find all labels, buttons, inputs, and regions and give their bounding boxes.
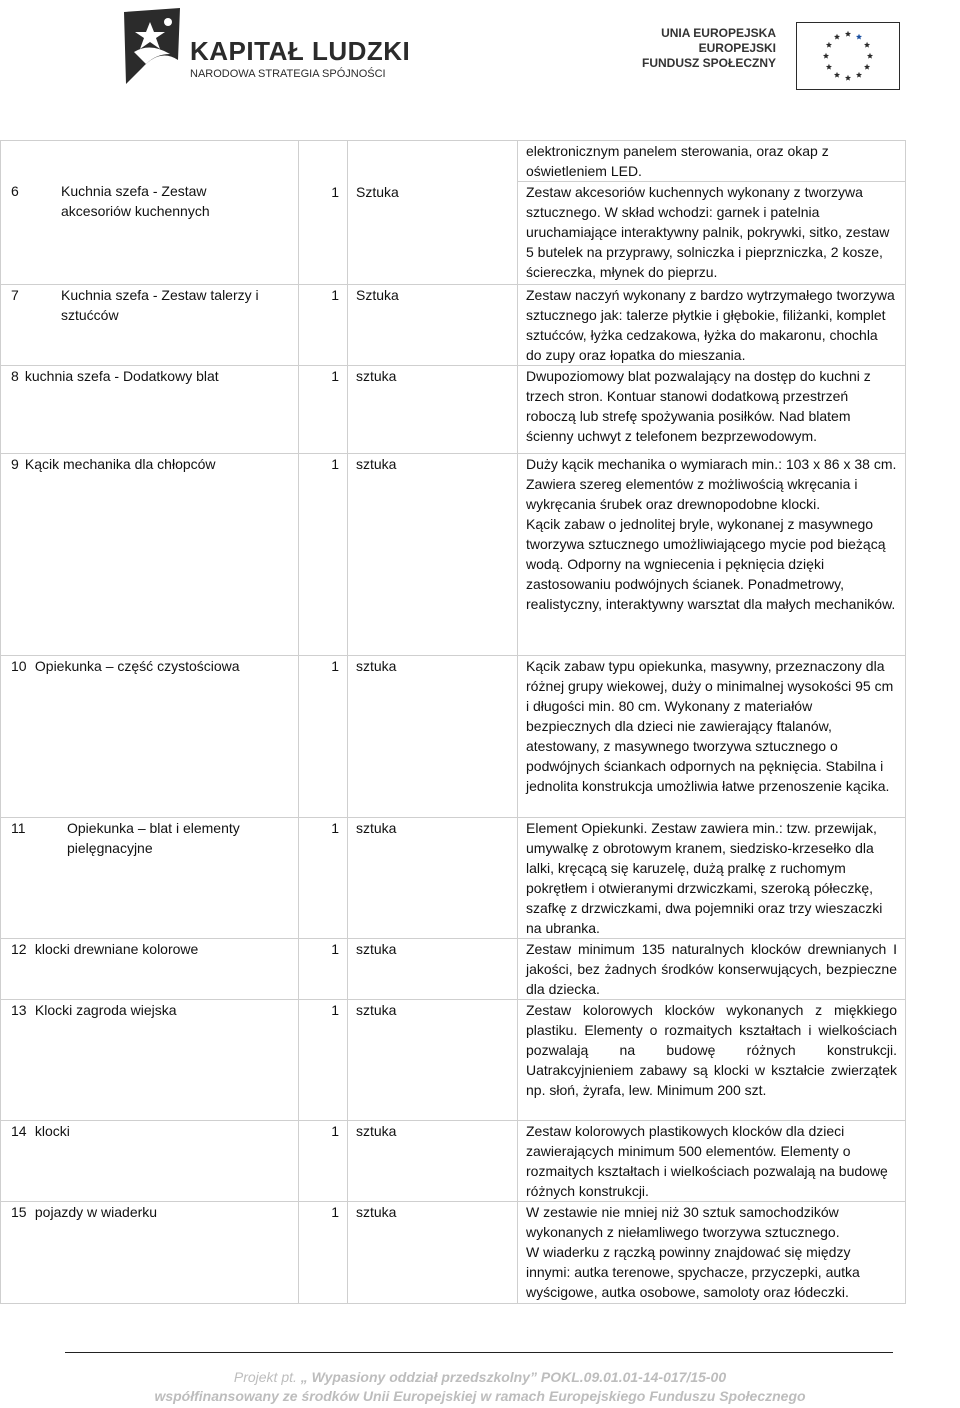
item-qty: 1 bbox=[299, 182, 348, 285]
item-unit: Sztuka bbox=[348, 182, 518, 285]
item-name-cell bbox=[1, 818, 299, 939]
item-name-cell bbox=[1, 1121, 299, 1202]
item-name-cell bbox=[1, 454, 299, 656]
table-row bbox=[1, 1121, 906, 1202]
item-unit: sztuka bbox=[348, 818, 518, 939]
item-name: pojazdy w wiaderku bbox=[34, 1204, 158, 1220]
item-description: Duży kącik mechanika o wymiarach min.: 103 x 86 x 38 cm. Zawiera szereg elementów z możliwością wkręcania i wykręcania śrubek oraz drewnopodobne klocki. bbox=[526, 456, 897, 512]
item-unit: sztuka bbox=[348, 656, 518, 818]
item-unit: sztuka bbox=[348, 366, 518, 454]
footer-project-prefix: Projekt pt. bbox=[233, 1369, 297, 1385]
item-description: Zestaw kolorowych plastikowych klocków dla dzieci zawierających minimum 500 elementów. Elementy o rozmaitych kształtach i wielkościach pozwalają na budowę różnych konstrukcji. bbox=[518, 1121, 906, 1202]
item-unit: sztuka bbox=[348, 454, 518, 656]
item-number: 14 bbox=[11, 1123, 27, 1139]
item-unit: Sztuka bbox=[348, 285, 518, 366]
item-description: Zestaw naczyń wykonany z bardzo wytrzymałego tworzywa sztucznego jak: talerze płytkie i głębokie, filiżanki, komplet sztućców, łyżka cedzakowa, łyżka do makaronu, chochla do zupy oraz łopatka do mieszania. bbox=[518, 285, 906, 366]
item-description: Kącik zabaw o jednolitej bryle, wykonanej z masywnego tworzywa sztucznego umożliwiającego mycie pod bieżącą wodą. Odporny na wgniecenia i pęknięcia dzięki zastosowaniu podwójnych ścianek. Ponadmetrowy, realistyczny, interaktywny warsztat dla małych mechaników. bbox=[526, 516, 896, 612]
item-description: Zestaw kolorowych klocków wykonanych z miękkiego plastiku. Elementy o rozmaitych kształtach i wielkościach pozwalają na budowę różnych konstrukcji. Uatrakcyjnieniem zabawy są klocki w kształcie zwierzątek np. słoń, żyrafa, lew. Minimum 200 szt. bbox=[518, 1000, 906, 1121]
item-name: kuchnia szefa - Dodatkowy blat bbox=[24, 368, 219, 384]
item-description: W zestawie nie mniej niż 30 sztuk samochodzików wykonanych z niełamliwego tworzywa sztucznego. bbox=[526, 1204, 840, 1240]
item-qty: 1 bbox=[299, 1202, 348, 1304]
item-unit: sztuka bbox=[348, 1121, 518, 1202]
table-row bbox=[1, 656, 906, 818]
item-name-cell bbox=[1, 366, 299, 454]
item-number: 15 bbox=[11, 1204, 27, 1220]
footer-project-title: „ Wypasiony oddział przedszkolny” POKL.09.01.01-14-017/15-00 bbox=[300, 1369, 727, 1385]
items-table bbox=[0, 140, 906, 1304]
item-number: 6 bbox=[11, 183, 19, 199]
item-name: klocki drewniane kolorowe bbox=[34, 941, 199, 957]
item-qty: 1 bbox=[299, 1000, 348, 1121]
item-unit: sztuka bbox=[348, 1000, 518, 1121]
item-unit: sztuka bbox=[348, 1202, 518, 1304]
table-row bbox=[1, 818, 906, 939]
eu-flag-icon bbox=[796, 22, 900, 90]
item-number: 10 bbox=[11, 658, 27, 674]
item-description-cell bbox=[518, 454, 906, 656]
item-name-cell bbox=[1, 141, 299, 285]
item-qty: 1 bbox=[299, 656, 348, 818]
item-name: Klocki zagroda wiejska bbox=[34, 1002, 177, 1018]
table-row bbox=[1, 454, 906, 656]
item-number: 8 bbox=[11, 368, 19, 384]
page-header bbox=[0, 0, 960, 110]
table-row bbox=[1, 366, 906, 454]
item-description: Dwupoziomowy blat pozwalający na dostęp do kuchni z trzech stron. Kontuar stanowi dodatkową przestrzeń roboczą lub strefę spożywania posiłków. Nad blatem ścienny uchwyt z telefonem bezprzewodowym. bbox=[518, 366, 906, 454]
table-row bbox=[1, 285, 906, 366]
item-name-cell bbox=[1, 939, 299, 1000]
item-description: W wiaderku z rączką powinny znajdować się między innymi: autka terenowe, spychacze, przyczepki, autka wyścigowe, autka osobowe, samoloty oraz łódeczki. bbox=[526, 1244, 860, 1300]
table-row bbox=[1, 1000, 906, 1121]
item-name: Kuchnia szefa - Zestaw akcesoriów kuchennych bbox=[61, 183, 210, 219]
item-description: Zestaw akcesoriów kuchennych wykonany z tworzywa sztucznego. W skład wchodzi: garnek i patelnia uruchamiające interaktywny palnik, pokrywki, sitko, zestaw 5 butelek na przyprawy, solniczka i pieprzniczka, 2 kosze, ściereczka, młynek do pieprzu. bbox=[518, 182, 906, 285]
item-name-cell bbox=[1, 1000, 299, 1121]
item-qty: 1 bbox=[299, 285, 348, 366]
item-name: Opiekunka – część czystościowa bbox=[34, 658, 240, 674]
item-unit: sztuka bbox=[348, 939, 518, 1000]
item-description: Kącik zabaw typu opiekunka, masywny, przeznaczony dla różnej grupy wiekowej, duży o minimalnej wysokości 95 cm i długości min. 80 cm. Wykonany z materiałów bezpiecznych dla dzieci nie zawierający ftalanów, atestowany, z masywnego tworzywa sztucznego o podwójnych ściankach odpornych na pęknięcia. Stabilna i jednolita konstrukcja umożliwia łatwe przenoszenie kącika. bbox=[518, 656, 906, 818]
eu-logo bbox=[640, 22, 940, 92]
footer-project-line bbox=[0, 1368, 960, 1386]
item-number: 9 bbox=[11, 456, 19, 472]
item-name: Kuchnia szefa - Zestaw talerzy i sztućców bbox=[61, 287, 259, 323]
item-name: Opiekunka – blat i elementy pielęgnacyjne bbox=[67, 820, 240, 856]
item-qty: 1 bbox=[299, 1121, 348, 1202]
table-row bbox=[1, 939, 906, 1000]
item-description: Zestaw minimum 135 naturalnych klocków drewnianych I jakości, bez żadnych środków konserwujących, bezpieczne dla dziecka. bbox=[518, 939, 906, 1000]
footer-cofinance: współfinansowany ze środków Unii Europejskiej w ramach Europejskiego Funduszu Społecznego bbox=[154, 1388, 806, 1404]
item-number: 13 bbox=[11, 1002, 27, 1018]
item-qty: 1 bbox=[299, 818, 348, 939]
kapital-ludzki-logo bbox=[120, 8, 420, 88]
item-qty: 1 bbox=[299, 366, 348, 454]
eu-text bbox=[640, 26, 776, 71]
item-description: elektronicznym panelem sterowania, oraz okap z oświetleniem LED. bbox=[518, 141, 906, 182]
kapital-ludzki-title: KAPITAŁ LUDZKI bbox=[190, 36, 411, 66]
empty-cell bbox=[348, 141, 518, 182]
empty-cell bbox=[299, 141, 348, 182]
table-row bbox=[1, 141, 906, 182]
table-row bbox=[1, 1202, 906, 1304]
item-qty: 1 bbox=[299, 939, 348, 1000]
eu-line-2: EUROPEJSKI bbox=[698, 41, 776, 55]
item-description: Element Opiekunki. Zestaw zawiera min.: tzw. przewijak, umywalkę z obrotowym kranem, siedzisko-krzesełko dla lalki, kręcącą się karuzelę, dużą pralkę z ruchomym pokrętłem i otwieranymi drzwiczkami, szeroką półeczkę, szafkę z drzwiczkami, dwa pojemniki oraz trzy wieszaczki na ubranka. bbox=[518, 818, 906, 939]
item-name-cell bbox=[1, 285, 299, 366]
eu-line-1: UNIA EUROPEJSKA bbox=[661, 26, 776, 40]
item-number: 11 bbox=[11, 820, 26, 836]
kapital-ludzki-subtitle: NARODOWA STRATEGIA SPÓJNOŚCI bbox=[190, 68, 386, 80]
item-name-cell bbox=[1, 656, 299, 818]
item-description-cell bbox=[518, 1202, 906, 1304]
item-qty: 1 bbox=[299, 454, 348, 656]
page-footer bbox=[0, 1368, 960, 1406]
item-number: 12 bbox=[11, 941, 27, 957]
item-name: klocki bbox=[34, 1123, 70, 1139]
item-number: 7 bbox=[11, 287, 19, 303]
kapital-ludzki-emblem-icon bbox=[120, 8, 184, 88]
eu-line-3: FUNDUSZ SPOŁECZNY bbox=[641, 56, 776, 70]
item-name: Kącik mechanika dla chłopców bbox=[24, 456, 216, 472]
footer-divider bbox=[65, 1352, 893, 1353]
item-name-cell bbox=[1, 1202, 299, 1304]
